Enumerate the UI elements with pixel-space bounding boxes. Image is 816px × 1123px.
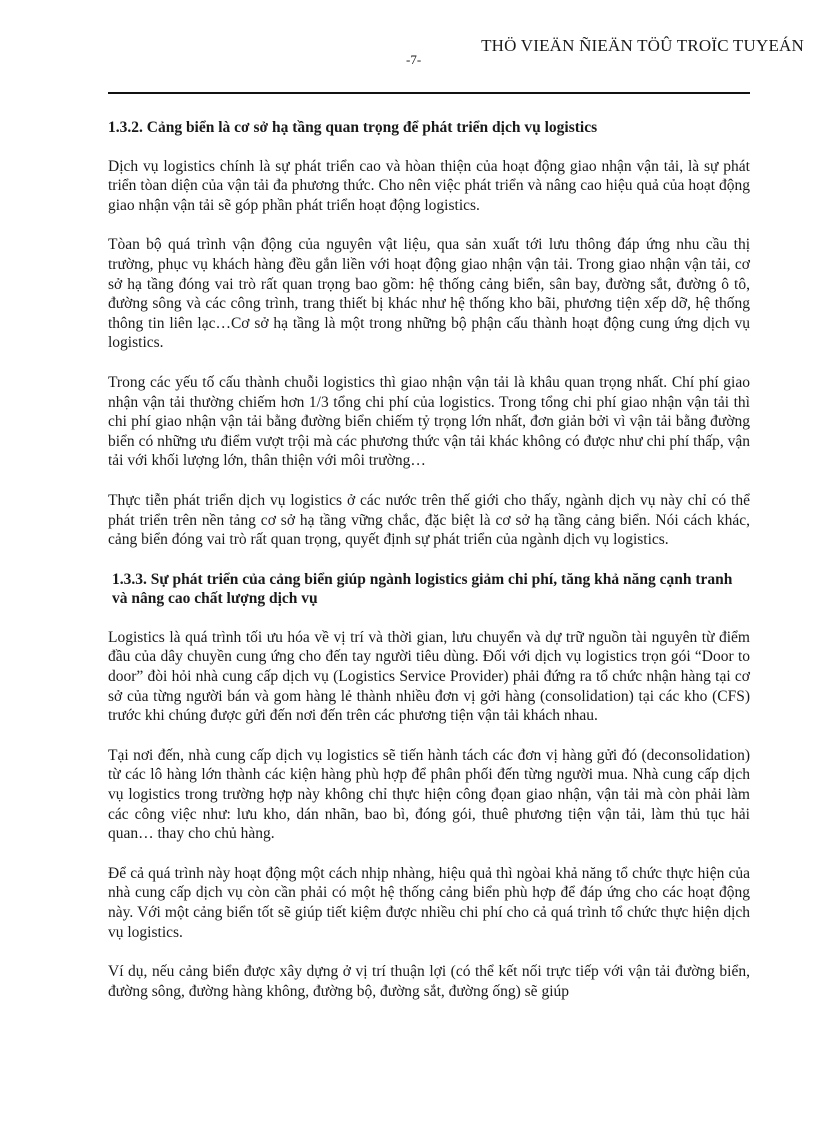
section-heading-1-3-2: 1.3.2. Cảng biển là cơ sở hạ tầng quan trọng để phát triển dịch vụ logistics (108, 119, 598, 136)
paragraph: Trong các yếu tố cấu thành chuỗi logistics thì giao nhận vận tải là khâu quan trọng nhất. Chí phí giao nhận vận tải thường chiếm hơn 1/3 tổng chi phí của logistics. Trong tổng chi phí giao nhận vận tải thì chi phí giao nhận vận tải bằng đường biển chiếm tỷ trọng lớn nhất, đơn giản bởi vì vận tải bằng đường biển có những ưu điểm vượt trội mà các phương thức vận tải khác không có được như chi phí thấp, vận tải với khối lượng lớn, thân thiện với môi trường… (108, 373, 750, 470)
section-heading-1-3-3: 1.3.3. Sự phát triển của cảng biển giúp ngành logistics giảm chi phí, tăng khả năng cạnh tranh và nâng cao chất lượng dịch vụ (112, 570, 733, 608)
paragraph: Tại nơi đến, nhà cung cấp dịch vụ logistics sẽ tiến hành tách các đơn vị hàng gửi đó (deconsolidation) từ các lô hàng lớn thành các kiện hàng phù hợp để phân phối đến từng người mua. Nhà cung cấp dịch vụ logistics trong trường hợp này không chỉ thực hiện công đọan giao nhận, vận tải mà còn phải làm các công việc như: lưu kho, dán nhãn, bao bì, đóng gói, thuê phương tiện vận tải, làm thủ tục hải quan… thay cho chủ hàng. (108, 746, 750, 843)
library-header: THÖ VIEÄN ÑIEÄN TÖÛ TROÏC TUYEÁN (481, 36, 804, 55)
paragraph: Logistics là quá trình tối ưu hóa về vị trí và thời gian, lưu chuyển và dự trữ nguồn tài nguyên từ điểm đầu của dây chuyền cung ứng cho đến tay người tiêu dùng. Đối với dịch vụ logistics trọn gói “Door to door” đòi hỏi nhà cung cấp dịch vụ (Logistics Service Provider) phải đứng ra tổ chức nhận hàng tại cơ sở của từng người bán và gom hàng lẻ thành nhiều đơn vị gởi hàng (consolidation) tại các kho (CFS) trước khi chúng được gửi đến nơi đến trên các phương tiện vận tải khách nhau. (108, 628, 750, 725)
document-body (108, 118, 750, 1021)
header-divider (108, 92, 750, 94)
paragraph: Tòan bộ quá trình vận động của nguyên vật liệu, qua sản xuất tới lưu thông đáp ứng nhu cầu thị trường, phục vụ khách hàng đều gắn liền với hoạt động giao nhận vận tải. Trong giao nhận vận tải, cơ sở hạ tầng đóng vai trò rất quan trọng bao gồm: hệ thống cảng biển, sân bay, đường sắt, đường ô tô, đường sông và các công trình, trang thiết bị khác như hệ thống kho bãi, phương tiện xếp dỡ, hệ thống thông tin liên lạc…Cơ sở hạ tầng là một trong những bộ phận cấu thành hoạt động cung ứng dịch vụ logistics. (108, 236, 750, 352)
page-number: -7- (406, 52, 422, 67)
paragraph: Dịch vụ logistics chính là sự phát triển cao và hòan thiện của hoạt động giao nhận vận tải, là sự phát triển tòan diện của vận tải đa phương thức. Cho nên việc phát triển và nâng cao hiệu quả của hoạt động giao nhận vận tải sẽ góp phần phát triển hoạt động logistics. (108, 157, 750, 214)
paragraph: Để cả quá trình này hoạt động một cách nhịp nhàng, hiệu quả thì ngòai khả năng tổ chức thực hiện của nhà cung cấp dịch vụ còn cần phải có một hệ thống cảng biển phù hợp để đáp ứng cho các hoạt động này. Với một cảng biển tốt sẽ giúp tiết kiệm được nhiều chi phí cho cả quá trình tổ chức thực hiện dịch vụ logistics. (108, 864, 750, 941)
paragraph: Thực tiễn phát triển dịch vụ logistics ở các nước trên thế giới cho thấy, ngành dịch vụ này chỉ có thể phát triển trên nền tảng cơ sở hạ tầng vững chắc, đặc biệt là cơ sở hạ tầng cảng biển. Nói cách khác, cảng biển đóng vai trò rất quan trọng, quyết định sự phát triển của ngành dịch vụ logistics. (108, 491, 750, 549)
paragraph: Ví dụ, nếu cảng biển được xây dựng ở vị trí thuận lợi (có thể kết nối trực tiếp với vận tải đường biển, đường sông, đường hàng không, đường bộ, đường sắt, đường ống) sẽ giúp (108, 963, 750, 1000)
